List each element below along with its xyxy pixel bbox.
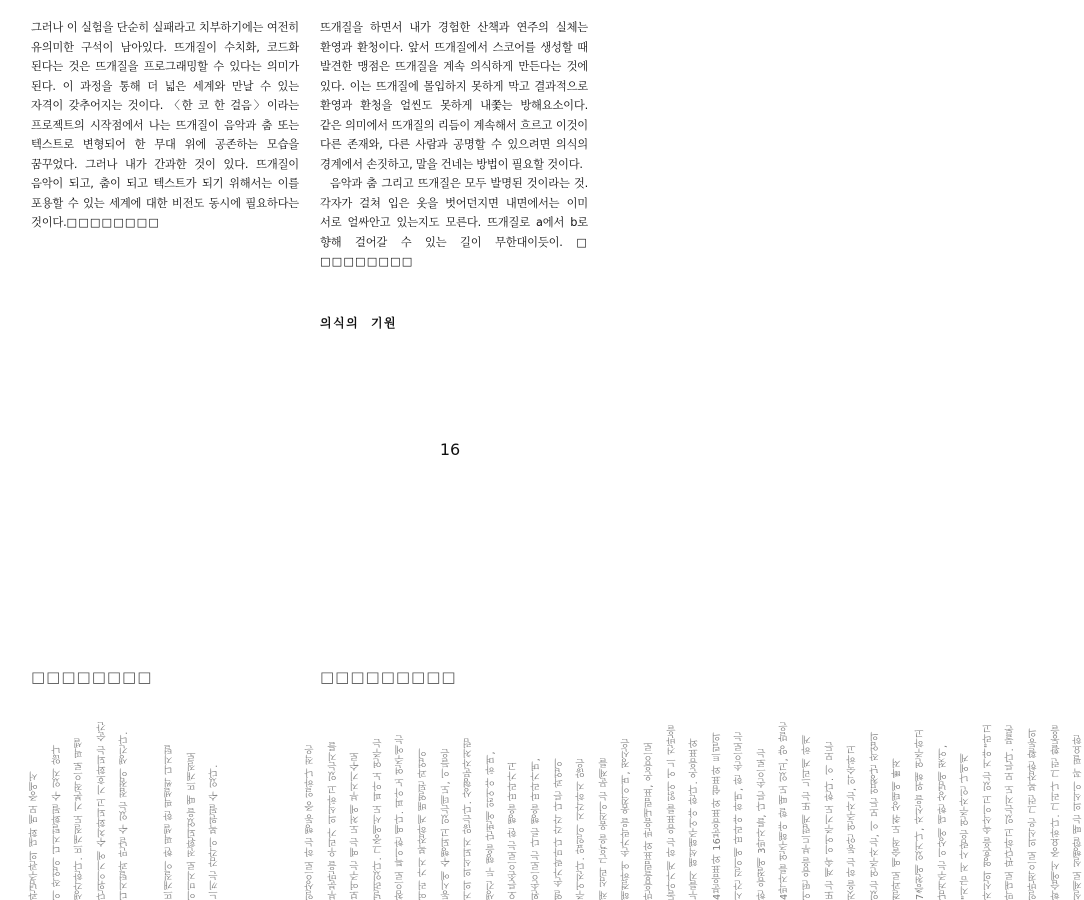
mirrored-right-line: 보여주는 예는 도처에 부지기수로: [350, 751, 362, 900]
mirrored-left-line: 뜨개질이 한 픽셀 한 픽셀씩 디지털: [163, 744, 175, 900]
mirrored-right-line: 해결하여 손가락을 움직이며, 정신은: [621, 738, 633, 900]
mirrored-right-line: 있는 연주자는, 이 모든 엄청난 작업의: [869, 731, 881, 900]
page-number: 16: [439, 440, 461, 459]
right-inline-box: □: [576, 235, 588, 249]
right-placeholder-boxes: □□□□□□□□: [320, 255, 414, 268]
mirrored-right-line: 거의 의식되지 않는다. 상형문자처럼: [463, 738, 475, 900]
mirrored-left-line: 이미지로 전환되었을 때 뜨개질로: [186, 751, 198, 900]
mirrored-left-vertical-text: [30, 700, 290, 900]
right-paragraph-2-text: 음악과 춤 그리고 뜨개질은 모두 발명된 것이라는 것. 각자가 걸쳐 입은 옷을 벗어던지면 내면에서는 이미 서로 얼싸안고 있는지도 모른다. 뜨개질로 a에서 b로 향해 걸어갈 수 있는 길이 무한대이듯이.: [320, 177, 588, 249]
mirrored-left-line: 생각한다. 뜨개질도 기본적으로 픽셀: [74, 738, 86, 900]
mirrored-left-header: □□□□□□□□: [31, 668, 153, 686]
mirrored-right-line: 어떤 음을 부드럽게 또는 느리게 하게: [802, 734, 814, 900]
mirrored-right-line: 7층천에 있거나, 자신을 위해 연주하고: [915, 728, 927, 900]
mirrored-right-line: 동시에 수행되고 있는데도, 이들은: [440, 748, 452, 900]
mirrored-right-line: 왼손으로는 다른 행을 따라가며,: [530, 757, 542, 900]
mirrored-right-line: 반음올림표와 반음내림표, 온음으로: [643, 741, 655, 900]
left-paragraph-text: 그러나 이 실험을 단순히 실패라고 치부하기에는 여전히 유의미한 구석이 남아있다. 뜨개질이 수치화, 코드화 된다는 것은 뜨개질을 프로그래밍할 수 있다는 의미가 된다. 이 과정을 통해 더 넓은 세계와 만날 수 있는 자격이 갖추어지는 것이다. 〈한 코 한 걸음〉이라는 프로젝트의 시작점에서 나는 뜨개질이 음악과 춤 또는 텍스트로 변형되어 한 무대 위에 공존하는 모습을 꿈꾸었다. 그러나 내가 간과한 것이 있다. 뜨개질이 음악이 되고, 춤이 되고 텍스트가 되기 위해서는 이를 포용할 수 있는 세계에 대한 비전도 동시에 필요하다는 것이다.: [31, 21, 299, 229]
right-paragraph-1: 뜨개질을 하면서 내가 경험한 산책과 연주의 실체는 환영과 환청이다. 앞서 뜨개질에서 스코어를 생성할 때 발견한 맹점은 뜨개질을 계속 의식하게 만든다는 것에 있다. 이는 뜨개질에 몰입하지 못하게 막고 결과적으로 환영과 환청을 얼씬도 못하게 내쫓는 방해요소이다. 같은 의미에서 뜨개질의 리듬이 계속해서 흐르고 이것이 다른 존재와, 다른 사람과 공명할 수 있으려면 의식의 경계에서 손짓하고, 말을 건네는 방법이 필요할 것이다.: [320, 21, 588, 171]
mirrored-right-vertical-text: [305, 700, 1084, 900]
mirrored-right-line: 돌아가게 하는 음표를 읽어 어느 건반을: [666, 724, 678, 900]
mirrored-right-line: 학습에서 중요하다. 그러나 그런 활동을: [1050, 724, 1062, 900]
mirrored-right-line: 것을 하는 동안 연주자는, 익숙하고: [847, 744, 859, 900]
mirrored-left-line: 디지털과 만날 수 있는 접점이 생긴다.: [119, 731, 131, 900]
mirrored-right-line: 누를지 해석해주어야 한다. 온음표와: [689, 738, 701, 900]
left-text-column: [31, 18, 299, 233]
mirrored-right-line: 일상으로 하는 행동 중 일하나 적은: [305, 744, 316, 900]
right-paragraph-2: [320, 174, 588, 272]
mirrored-right-line: 시간 길이에 따라야 하며, 한 손으로는: [734, 731, 746, 900]
mirrored-right-line: 실제로 실행할 때는 의식이 꼭 필요한: [1073, 734, 1084, 900]
mirrored-right-line: 막대로 판단하고 있는지도 모른다. 물론: [1005, 724, 1017, 900]
mirrored-right-line: 남겨주는 이상에 대한 상념에 젖어,: [937, 744, 949, 900]
mirrored-right-line: 한 음절에 3박자를, 다른 손으로는: [756, 748, 768, 900]
mirrored-right-line: 여러 가지 복잡하게 배열된 과업이: [417, 748, 429, 900]
section-heading: 의식의 기원: [320, 316, 398, 330]
mirrored-right-line: "지금 저 사람은 연주자인 나에게: [960, 753, 972, 900]
mirrored-right-line: 오른손으로는 한 행을 따라가고: [508, 761, 520, 900]
mirrored-right-line: 열 손가락마다 각각 다른 과업이: [553, 757, 565, 900]
left-paragraph: [31, 18, 299, 233]
mirrored-left-line: 느끼는 감각이 복원될 수 있다.: [209, 764, 221, 900]
right-text-column: [320, 18, 588, 272]
mirrored-right-line: 결과로 예술적 도취 상태에 빠져: [892, 757, 904, 900]
mirrored-left-line: 단위이기에 수치화되고 기호화되는 순간: [96, 721, 108, 900]
mirrored-right-line: 자신의 영혼을 속삭이고 있는 거야"라고: [982, 723, 994, 900]
mirrored-right-line: 일반적으로 의식은 그런 복잡한 활동의: [1028, 728, 1039, 900]
mirrored-right-line: 널려있다. 그중에서도 피아노 연주는: [372, 738, 384, 900]
mirrored-right-line: 부분만을 우리가 의식하고 있는지를: [327, 741, 339, 900]
mirrored-right-line: 채 심리 근육을 움직이는 문제를: [598, 757, 610, 900]
mirrored-right-line: 4분음표와 16분음표와 쉼표와 트릴의: [711, 732, 723, 900]
left-placeholder-boxes: □□□□□□□□: [66, 216, 160, 229]
mirrored-right-line: 4박자를 연주해야 할 때도 있고, 양 발은: [779, 721, 791, 900]
mirrored-left-line: 이 작업이 디지털화될 수 있지 않나: [51, 744, 63, 900]
mirrored-right-line: 생긴 두 행을 단번에 읽어야 하며,: [485, 751, 497, 900]
mirrored-right-line: 주어진다. 앞일이 지각하지 않은: [576, 757, 588, 900]
mirrored-left-gap: [143, 700, 165, 900]
mirrored-right-line: 참으로 특이한 예다. 피아노 연주에는: [395, 734, 407, 900]
mirrored-left-line: 관념주관의 대화 메모 중에서: [29, 771, 40, 900]
mirrored-right-header: □□□□□□□□□: [320, 668, 457, 686]
mirrored-right-line: 또는 계속 이어주기도 한다. 이 모든: [824, 741, 836, 900]
